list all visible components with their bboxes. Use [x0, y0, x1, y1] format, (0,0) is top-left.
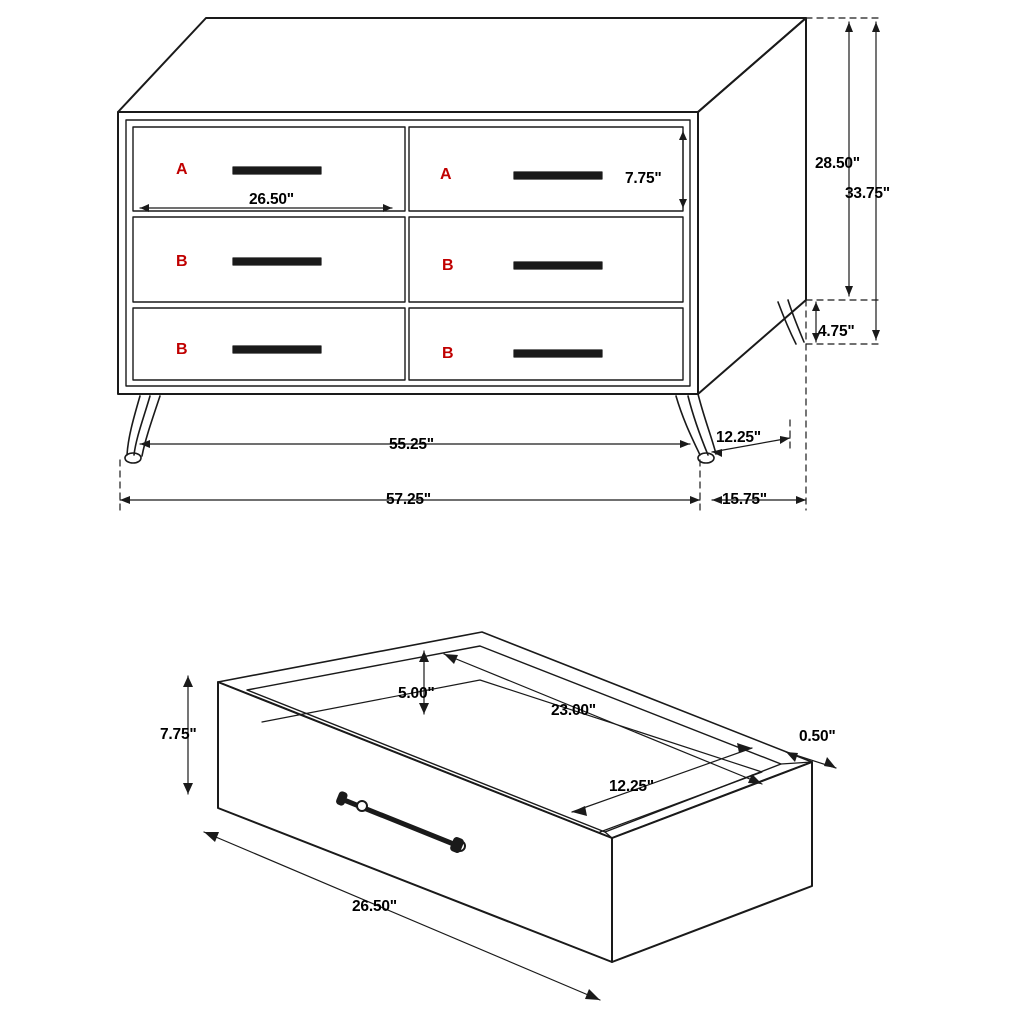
cabinet-top-surface: [118, 18, 806, 112]
dimension-drawer-front-height: 7.75": [625, 170, 662, 187]
handle-b-left-bottom: [233, 346, 321, 353]
dimension-drawer-interior-width: 12.25": [609, 778, 654, 795]
drawer-label-a-left: A: [176, 161, 188, 178]
drawer-label-b-right-bottom: B: [442, 345, 454, 362]
drawer-front-b-left-bottom: [133, 308, 405, 380]
drawer-handle-detail: [336, 791, 465, 853]
dimension-cabinet-depth: 12.25": [716, 429, 761, 446]
drawer-front-panel: [218, 682, 612, 962]
drawer-label-b-left-bottom: B: [176, 341, 188, 358]
drawer-label-b-left-mid: B: [176, 253, 188, 270]
handle-a-left: [233, 167, 321, 174]
dimension-drawer-interior-length: 23.00": [551, 702, 596, 719]
dimline-drawer-26-50: [204, 832, 600, 1000]
dimline-drawer-12-25: [572, 748, 752, 812]
dimension-overall-width: 57.25": [386, 491, 431, 508]
cabinet-right-side: [698, 18, 806, 394]
leg-left: [125, 396, 160, 463]
dimension-drawer-front-width: 26.50": [249, 191, 294, 208]
dimension-drawer-height: 7.75": [160, 726, 197, 743]
dimension-cabinet-height: 28.50": [815, 155, 860, 172]
dimline-drawer-23-00: [444, 654, 762, 784]
dimension-overall-depth: 15.75": [722, 491, 767, 508]
drawer-front-b-right-bottom: [409, 308, 683, 380]
handle-a-right: [514, 172, 602, 179]
drawer-top-rim: [218, 632, 812, 838]
dimension-drawer-wall-thickness: 0.50": [799, 728, 836, 745]
dimension-leg-height: 4.75": [818, 323, 855, 340]
drawer-label-a-right: A: [440, 166, 452, 183]
handle-b-left-mid: [233, 258, 321, 265]
drawer-label-b-right-mid: B: [442, 257, 454, 274]
dimension-drawer-width: 26.50": [352, 898, 397, 915]
cabinet-front-face: [118, 112, 698, 394]
leg-right-front: [676, 394, 716, 463]
dimension-drawer-interior-depth: 5.00": [398, 685, 435, 702]
dimension-overall-height: 33.75": [845, 185, 890, 202]
handle-b-right-mid: [514, 262, 602, 269]
cabinet-front-inner-frame: [126, 120, 690, 386]
handle-b-right-bottom: [514, 350, 602, 357]
dimension-cabinet-width: 55.25": [389, 436, 434, 453]
